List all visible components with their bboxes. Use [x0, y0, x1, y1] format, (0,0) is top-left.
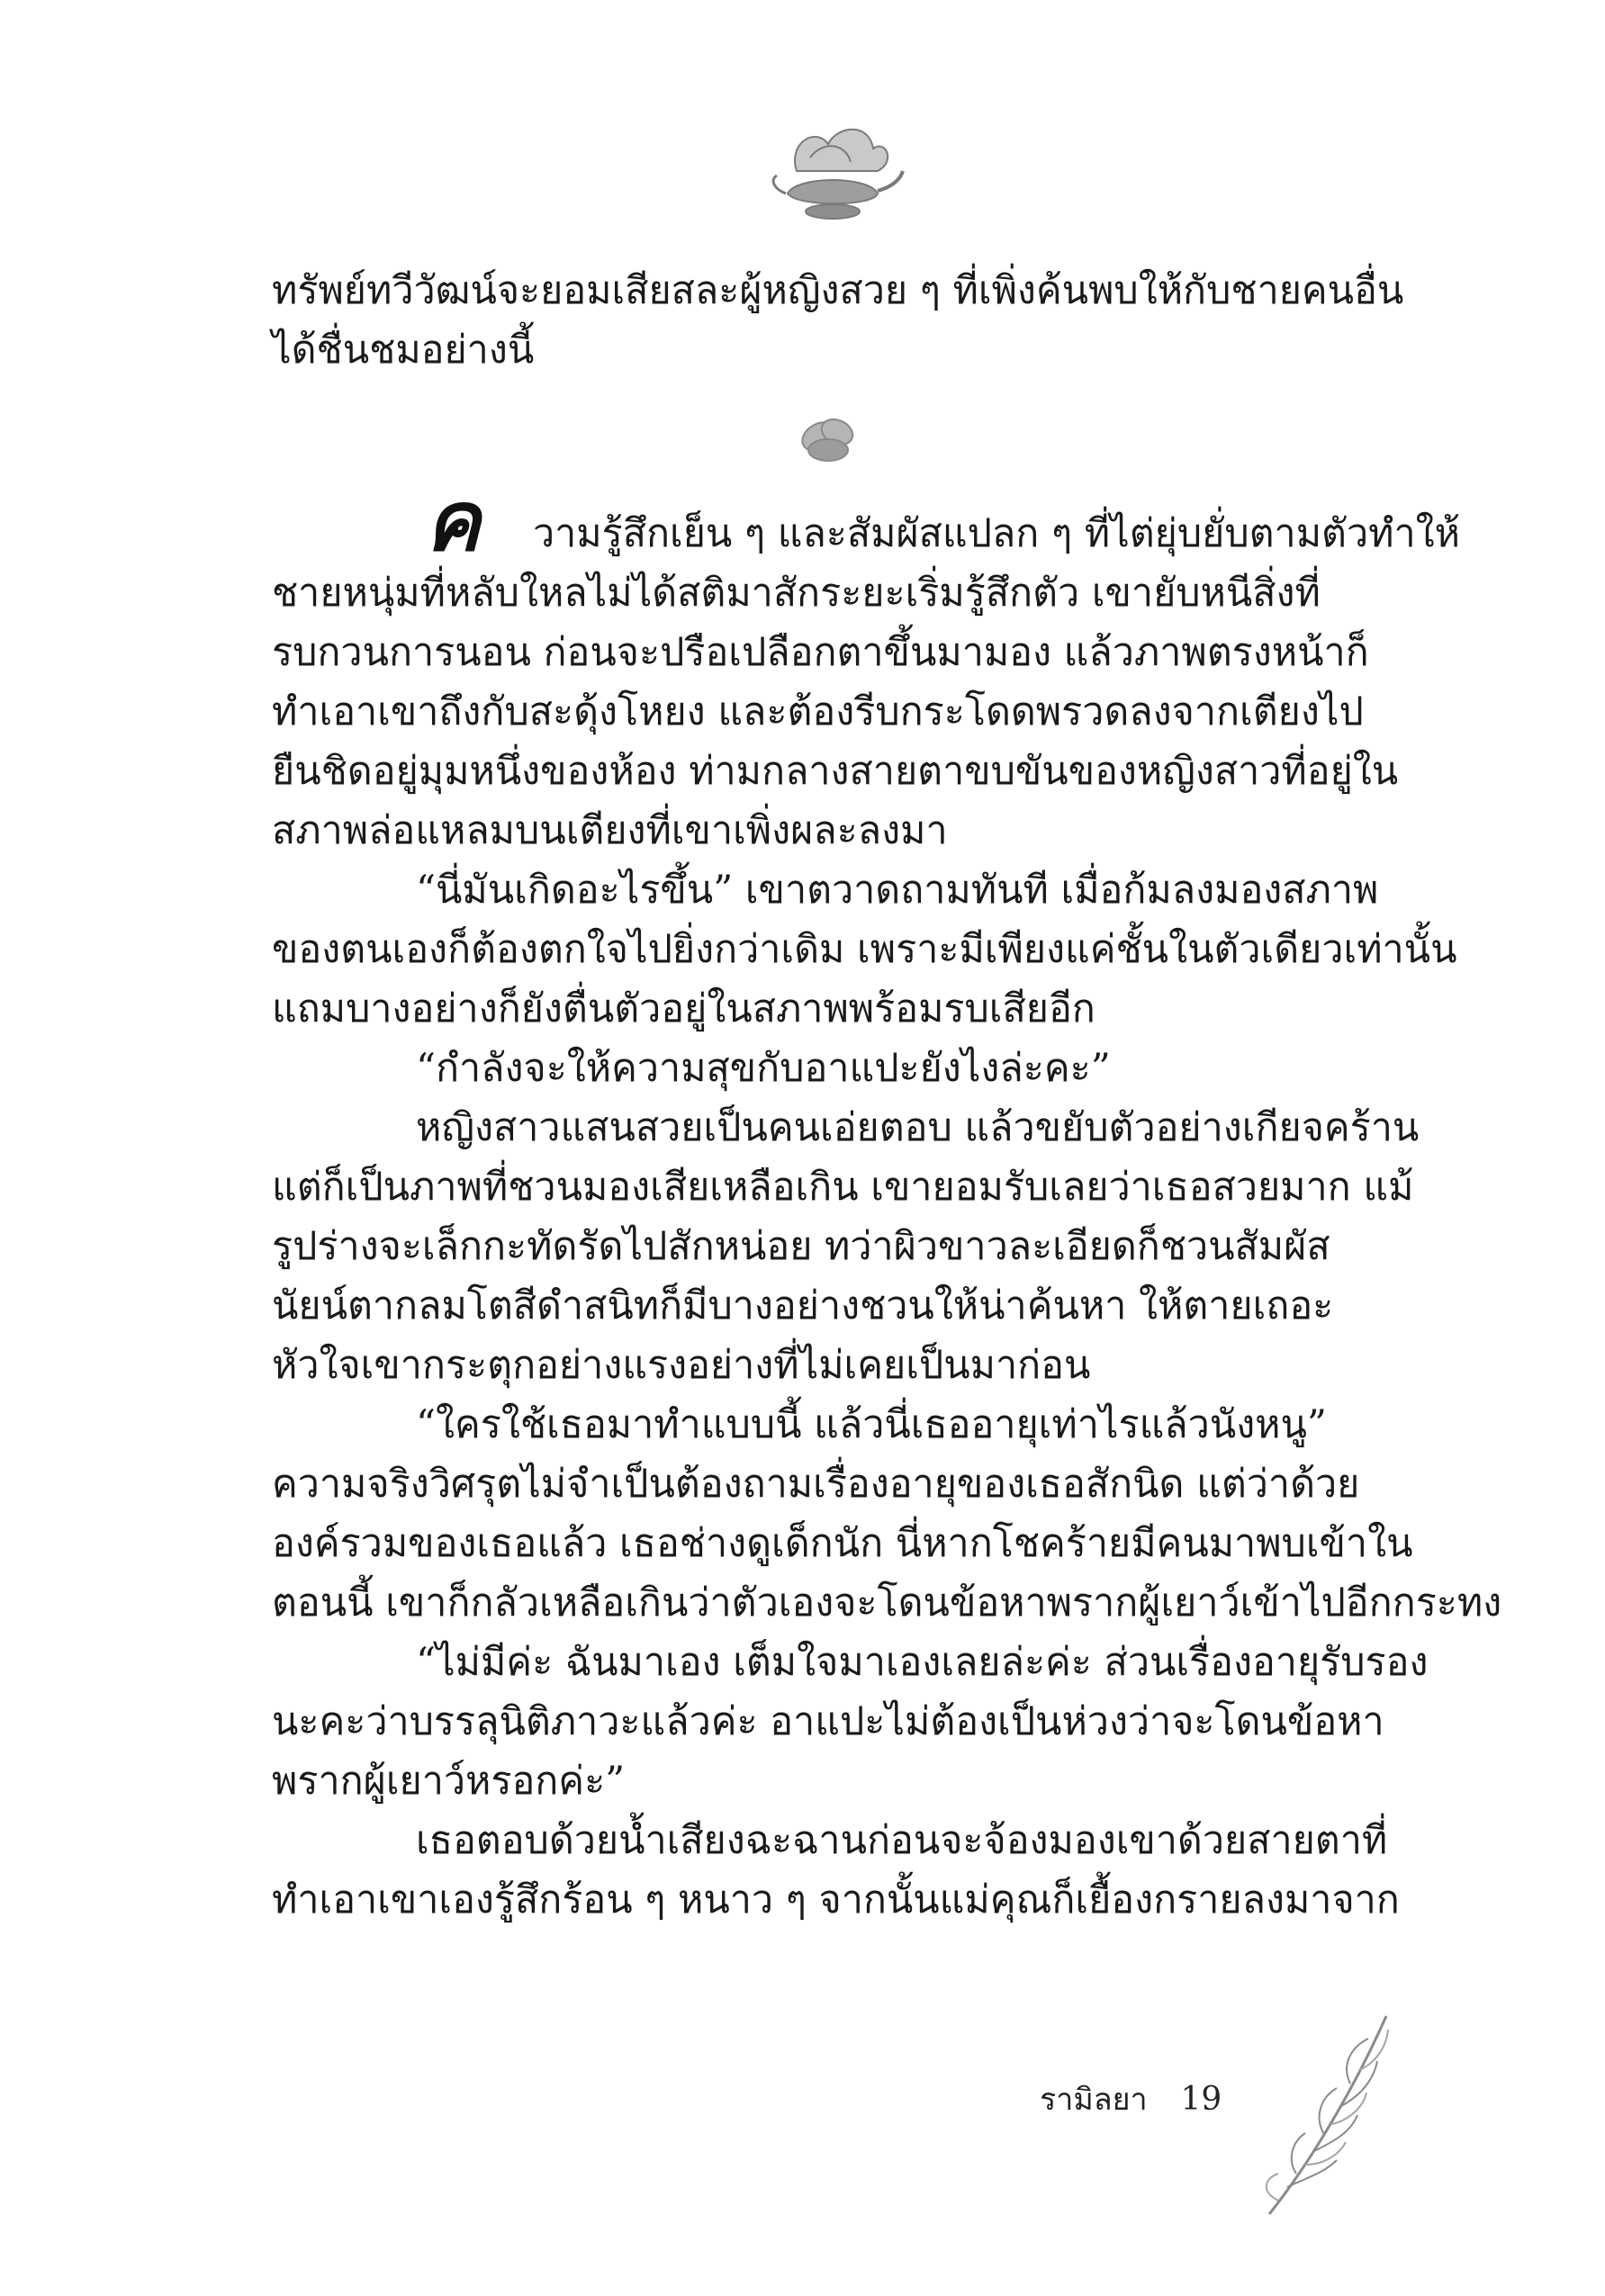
text-line: หัวใจเขากระตุกอย่างแรงอย่างที่ไม่เคยเป็นมาก่อน: [272, 1343, 1091, 1388]
text-line: นะคะว่าบรรลุนิติภาวะแล้วค่ะ อาแปะไม่ต้องเป็นห่วงว่าจะโดนข้อหา: [272, 1699, 1384, 1744]
text-line: ตอนนี้ เขาก็กลัวเหลือเกินว่าตัวเองจะโดนข้อหาพรากผู้เยาว์เข้าไปอีกกระทง: [272, 1580, 1502, 1625]
text-line: “ไม่มีค่ะ ฉันมาเอง เต็มใจมาเองเลยล่ะค่ะ ส่วนเรื่องอายุรับรอง: [416, 1640, 1429, 1685]
book-title: รามิลยา: [1040, 2082, 1148, 2118]
text-line: ทำเอาเขาถึงกับสะดุ้งโหยง และต้องรีบกระโดดพรวดลงจากเตียงไป: [272, 689, 1364, 734]
genie-lamp-icon: [761, 108, 905, 234]
text-line: ทรัพย์ทวีวัฒน์จะยอมเสียสละผู้หญิงสวย ๆ ที่เพิ่งค้นพบให้กับชายคนอื่น: [272, 268, 1404, 313]
text-line: นัยน์ตากลมโตสีดำสนิทก็มีบางอย่างชวนให้น่าค้นหา ให้ตายเถอะ: [272, 1283, 1334, 1328]
feather-quill-icon: [1251, 2007, 1404, 2223]
text-line: ชายหนุ่มที่หลับใหลไม่ได้สติมาสักระยะเริ่มรู้สึกตัว เขายับหนีสิ่งที่: [272, 571, 1321, 616]
text-line: หญิงสาวแสนสวยเป็นคนเอ่ยตอบ แล้วขยับตัวอย่างเกียจคร้าน: [416, 1105, 1420, 1150]
text-line: แถมบางอย่างก็ยังตื่นตัวอยู่ในสภาพพร้อมรบเสียอีก: [272, 986, 1096, 1031]
text-line: องค์รวมของเธอแล้ว เธอช่างดูเด็กนัก นี่หากโชคร้ายมีคนมาพบเข้าใน: [272, 1521, 1413, 1566]
text-line: รูปร่างจะเล็กกะทัดรัดไปสักหน่อย ทว่าผิวขาวละเอียดก็ชวนสัมผัส: [272, 1224, 1330, 1269]
text-line: แต่ก็เป็นภาพที่ชวนมองเสียเหลือเกิน เขายอมรับเลยว่าเธอสวยมาก แม้: [272, 1165, 1414, 1210]
text-line: รบกวนการนอน ก่อนจะปรือเปลือกตาขึ้นมามอง แล้วภาพตรงหน้าก็: [272, 630, 1369, 675]
text-line: ยืนชิดอยู่มุมหนึ่งของห้อง ท่ามกลางสายตาขบขันของหญิงสาวที่อยู่ใน: [272, 749, 1399, 794]
text-line: ได้ชื่นชมอย่างนี้: [272, 328, 535, 373]
body-lines: [272, 563, 1502, 1930]
text-line: พรากผู้เยาว์หรอกค่ะ”: [272, 1759, 626, 1804]
text-line: “กำลังจะให้ความสุขกับอาแปะยังไงล่ะคะ”: [416, 1046, 1111, 1091]
text-line: “ใครใช้เธอมาทำแบบนี้ แล้วนี่เธออายุเท่าไรแล้วนังหนู”: [416, 1402, 1327, 1447]
dropcap-line-text: วามรู้สึกเย็น ๆ และสัมผัสแปลก ๆ ที่ไต่ยุ่บยั่บตามตัวทำให้: [533, 511, 1460, 556]
main-text: [272, 473, 1502, 1930]
text-line: ทำเอาเขาเองรู้สึกร้อน ๆ หนาว ๆ จากนั้นแม่คุณก็เยื้องกรายลงมาจาก: [272, 1877, 1400, 1922]
page-number: 19: [1180, 2081, 1222, 2118]
intro-paragraph: [272, 261, 1404, 380]
dropcap-line: [272, 473, 1460, 570]
text-line: ความจริงวิศรุตไม่จำเป็นต้องถามเรื่องอายุของเธอสักนิด แต่ว่าด้วย: [272, 1462, 1360, 1507]
text-line: “นี่มันเกิดอะไรขึ้น” เขาตวาดถามทันที เมื่อก้มลงมองสภาพ: [416, 868, 1379, 913]
text-line: เธอตอบด้วยน้ำเสียงฉะฉานก่อนจะจ้องมองเขาด้วยสายตาที่: [416, 1818, 1388, 1863]
text-line: ของตนเองก็ต้องตกใจไปยิ่งกว่าเดิม เพราะมีเพียงแค่ชั้นในตัวเดียวเท่านั้น: [272, 927, 1457, 972]
gem-cluster-icon: [788, 401, 869, 473]
dropcap-letter: ค: [425, 473, 481, 570]
text-line: สภาพล่อแหลมบนเตียงที่เขาเพิ่งผละลงมา: [272, 808, 948, 853]
page-footer: [1040, 2075, 1222, 2123]
